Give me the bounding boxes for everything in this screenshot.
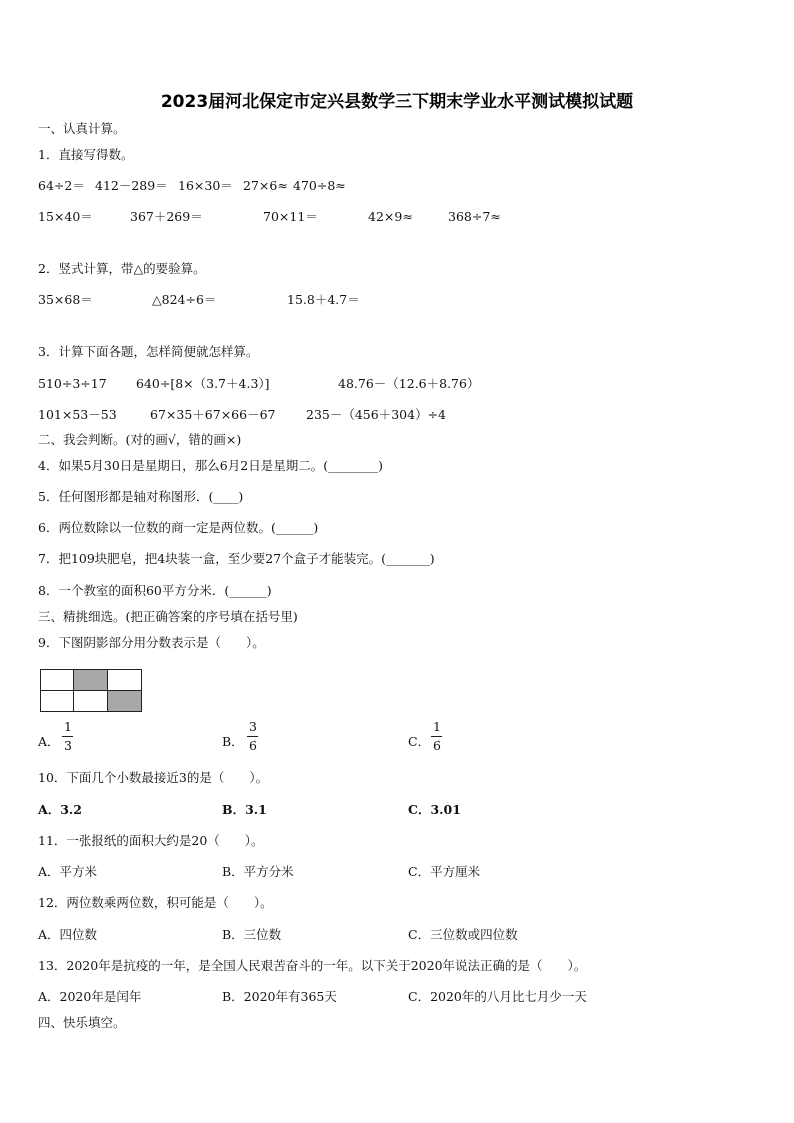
section-4-heading: 四、快乐填空。	[38, 1015, 126, 1030]
grid-cell-shaded	[108, 691, 141, 712]
q3-item: 235－（456＋304）÷4	[306, 407, 447, 422]
q9-label: 9．下图阴影部分用分数表示是（ ）。	[38, 635, 265, 650]
q1-item: 15×40＝	[38, 209, 93, 224]
fraction-denominator: 6	[249, 738, 257, 753]
q9-option-b-fraction	[247, 720, 259, 753]
q13-label: 13．2020年是抗疫的一年，是全国人民艰苦奋斗的一年。以下关于2020年说法正确的是（ ）。	[38, 958, 587, 973]
section-3-heading: 三、精挑细选。(把正确答案的序号填在括号里)	[38, 609, 298, 624]
q9-option-c-letter: C．	[408, 734, 431, 749]
q13-option-c: C．2020年的八月比七月少一天	[408, 989, 587, 1004]
q1-item: 16×30＝	[178, 178, 233, 193]
q5-text: 5．任何图形都是轴对称图形．(____)	[38, 489, 244, 504]
q9-option-a-fraction	[62, 720, 74, 753]
q1-item: 412－289＝	[95, 178, 168, 193]
grid-cell	[41, 691, 74, 712]
fraction-bar	[62, 736, 73, 737]
section-1-heading: 一、认真计算。	[38, 121, 126, 136]
q3-item: 67×35＋67×66－67	[150, 407, 276, 422]
fraction-bar	[247, 736, 258, 737]
q12-label: 12．两位数乘两位数，积可能是（ ）。	[38, 895, 273, 910]
q1-item: 27×6≈	[243, 178, 288, 193]
q1-item: 368÷7≈	[448, 209, 501, 224]
fraction-numerator: 1	[64, 719, 72, 734]
q11-option-c: C．平方厘米	[408, 864, 481, 879]
q1-item: 70×11＝	[263, 209, 318, 224]
q12-option-c: C．三位数或四位数	[408, 927, 518, 942]
grid-cell	[74, 691, 107, 712]
q3-item: 101×53－53	[38, 407, 117, 422]
q1-item: 64÷2＝	[38, 178, 85, 193]
q9-option-a-letter: A．	[38, 734, 60, 749]
q11-option-b: B．平方分米	[222, 864, 294, 879]
q3-item: 510÷3÷17	[38, 376, 107, 391]
q10-option-b: B．3.1	[222, 802, 267, 817]
q9-option-b-letter: B．	[222, 734, 244, 749]
q1-item: 42×9≈	[368, 209, 413, 224]
q3-label: 3．计算下面各题，怎样简便就怎样算。	[38, 344, 259, 359]
q1-item: 470÷8≈	[293, 178, 346, 193]
q6-text: 6．两位数除以一位数的商一定是两位数。(______)	[38, 520, 319, 535]
grid-cell	[41, 670, 74, 691]
q2-item: 15.8＋4.7＝	[287, 292, 360, 307]
fraction-denominator: 6	[433, 738, 441, 753]
grid-cell	[108, 670, 141, 691]
q3-item: 640÷[8×（3.7＋4.3）]	[136, 376, 270, 391]
q9-option-c-fraction	[431, 720, 443, 753]
fraction-bar	[431, 736, 442, 737]
q7-text: 7．把109块肥皂，把4块装一盒，至少要27个盒子才能装完。(_______)	[38, 551, 435, 566]
q11-label: 11．一张报纸的面积大约是20（ ）。	[38, 833, 264, 848]
q12-option-b: B．三位数	[222, 927, 282, 942]
fraction-numerator: 1	[433, 719, 441, 734]
q2-item: △824÷6＝	[152, 292, 217, 307]
q10-option-a: A．3.2	[38, 802, 82, 817]
q2-item: 35×68＝	[38, 292, 93, 307]
q3-item: 48.76－（12.6＋8.76）	[338, 376, 480, 391]
q11-option-a: A．平方米	[38, 864, 98, 879]
section-2-heading: 二、我会判断。(对的画√，错的画×)	[38, 432, 242, 447]
q10-option-c: C．3.01	[408, 802, 461, 817]
q13-option-a: A．2020年是闰年	[38, 989, 142, 1004]
q10-label: 10．下面几个小数最接近3的是（ ）。	[38, 770, 269, 785]
page-title: 2023届河北保定市定兴县数学三下期末学业水平测试模拟试题	[160, 92, 634, 112]
q2-label: 2．竖式计算，带△的要验算。	[38, 261, 206, 276]
fraction-numerator: 3	[249, 719, 257, 734]
fraction-denominator: 3	[64, 738, 72, 753]
q8-text: 8．一个教室的面积60平方分米．(______)	[38, 583, 272, 598]
q4-text: 4．如果5月30日是星期日，那么6月2日是星期二。(________)	[38, 458, 383, 473]
grid-cell-shaded	[74, 670, 107, 691]
q1-label: 1．直接写得数。	[38, 147, 134, 162]
shaded-grid-figure	[40, 669, 142, 712]
q12-option-a: A．四位数	[38, 927, 98, 942]
q1-item: 367＋269＝	[130, 209, 203, 224]
q13-option-b: B．2020年有365天	[222, 989, 337, 1004]
